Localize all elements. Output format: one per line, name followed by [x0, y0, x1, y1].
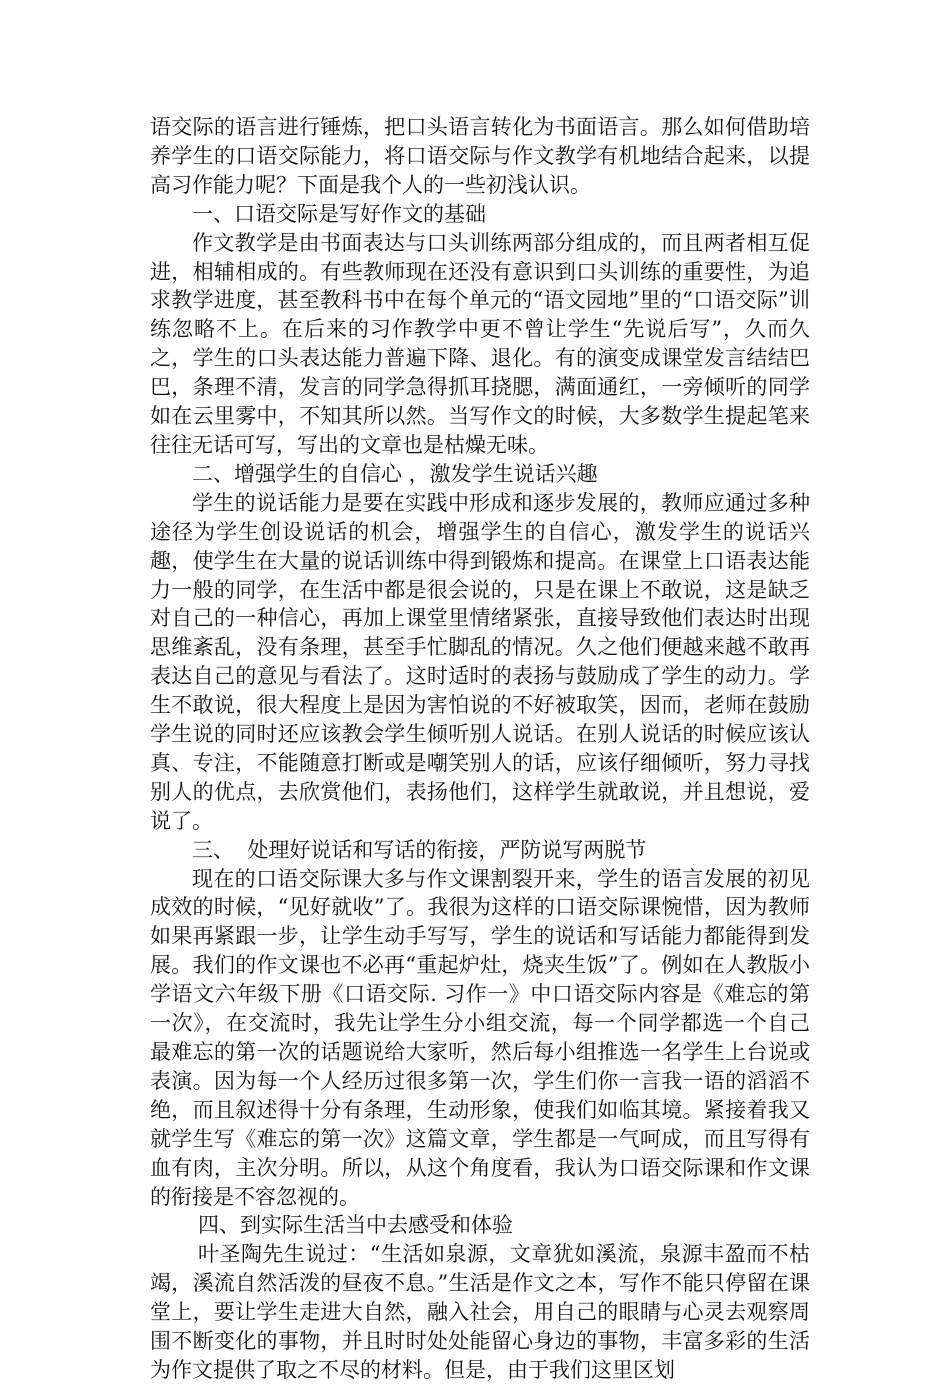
section-heading-1: 一、口语交际是写好作文的基础: [192, 201, 486, 226]
section-body-3: 现在的口语交际课大多与作文课割裂开来，学生的语言发展的初见成效的时候，“见好就收”了。我很为这样的口语交际课惋惜，因为教师如果再紧跟一步，让学生动手写写，学生的说话和写话能力都能得到发展。我们的作文课也不必再“重起炉灶，烧夹生饭”了。例如在人教版小学语文六年级下册《口语交际. 习作一》中口语交际内容是《难忘的第一次》，在交流时，我先让学生分小组交流，每一个同学都选一个自己最难忘的第一次的话题说给大家听，然后每小组推选一名学生上台说或表演。因为每一个人经历过很多第一次，学生们你一言我一语的滔滔不绝，而且叙述得十分有条理，生动形象，使我们如临其境。紧接着我又就学生写《难忘的第一次》这篇文章，学生都是一气呵成，而且写得有血有肉，主次分明。所以，从这个角度看，我认为口语交际课和作文课的衔接是不容忽视的。: [150, 866, 810, 1209]
section-body-4: 叶圣陶先生说过：“生活如泉源，文章犹如溪流，泉源丰盈而不枯竭，溪流自然活泼的昼夜不息。”生活是作文之本，写作不能只停留在课堂上，要让学生走进大自然，融入社会，用自己的眼睛与心灵去观察周围不断变化的事物，并且时时处处能留心身边的事物，丰富多彩的生活为作文提供了取之不尽的材料。但是，由于我们这里区划: [150, 1242, 810, 1382]
section-heading-3: 三、 处理好说话和写话的衔接，严防说写两脱节: [192, 837, 647, 862]
intro-paragraph: 语交际的语言进行锤炼，把口头语言转化为书面语言。那么如何借助培养学生的口语交际能力，将口语交际与作文教学有机地结合起来，以提高习作能力呢？下面是我个人的一些初浅认识。: [150, 115, 810, 197]
section-body-1: 作文教学是由书面表达与口头训练两部分组成的，而且两者相互促进，相辅相成的。有些教师现在还没有意识到口头训练的重要性，为追求教学进度，甚至教科书中在每个单元的“语文园地”里的“口语交际”训练忽略不上。在后来的习作教学中更不曾让学生“先说后写”，久而久之，学生的口头表达能力普遍下降、退化。有的演变成课堂发言结结巴巴，条理不清，发言的同学急得抓耳挠腮，满面通红，一旁倾听的同学如在云里雾中，不知其所以然。当写作文的时候，大多数学生提起笔来往往无话可写，写出的文章也是枯燥无味。: [150, 230, 810, 457]
section-heading-2: 二、增强学生的自信心 ，激发学生说话兴趣: [192, 461, 598, 486]
section-heading-4: 四、到实际生活当中去感受和体验: [198, 1213, 513, 1238]
section-body-2: 学生的说话能力是要在实践中形成和逐步发展的，教师应通过多种途径为学生创设说话的机会，增强学生的自信心，激发学生的说话兴趣，使学生在大量的说话训练中得到锻炼和提高。在课堂上口语表达能力一般的同学，在生活中都是很会说的，只是在课上不敢说，这是缺乏对自己的一种信心，再加上课堂里情绪紧张，直接导致他们表达时出现思维紊乱，没有条理，甚至手忙脚乱的情况。久之他们便越来越不敢再表达自己的意见与看法了。这时适时的表扬与鼓励成了学生的动力。学生不敢说，很大程度上是因为害怕说的不好被取笑，因而，老师在鼓励学生说的同时还应该教会学生倾听别人说话。在别人说话的时候应该认真、专注，不能随意打断或是嘲笑别人的话，应该仔细倾听，努力寻找别人的优点，去欣赏他们，表扬他们，这样学生就敢说，并且想说，爱说了。: [150, 490, 810, 833]
document-page: [150, 113, 810, 1385]
